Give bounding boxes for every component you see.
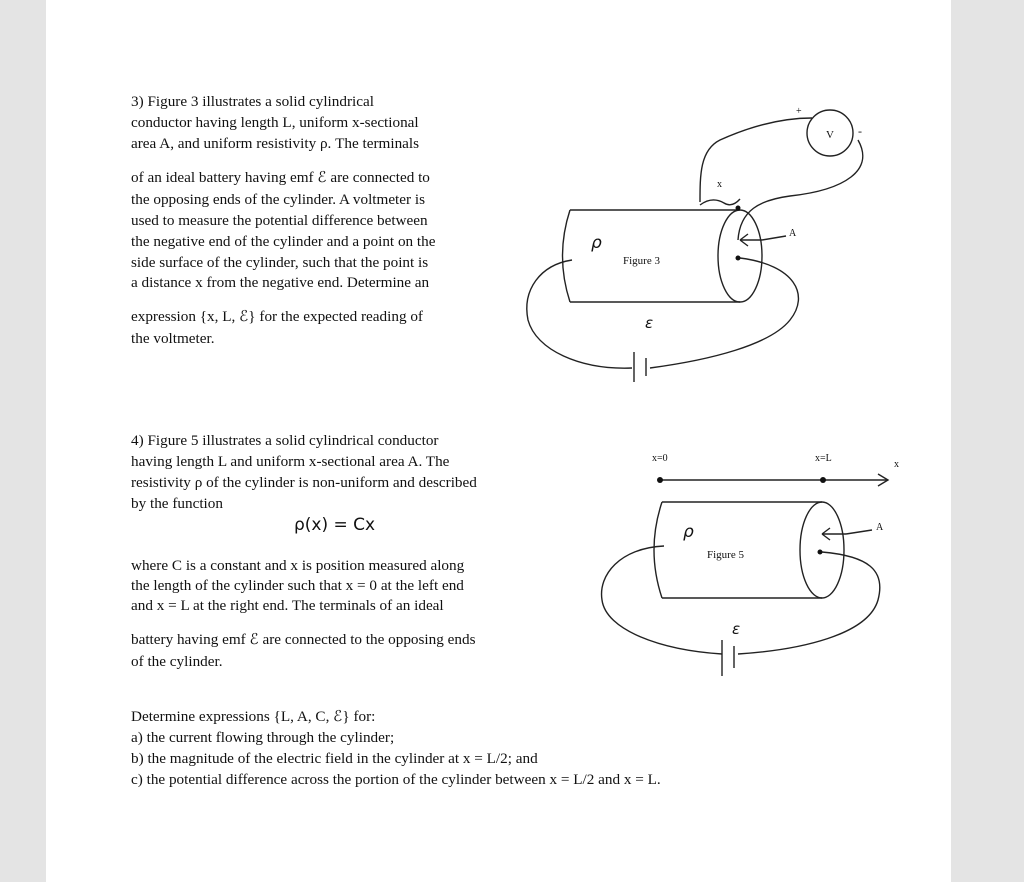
cylinder-end [800, 502, 844, 598]
p4-line: where C is a constant and x is position measured along [131, 557, 465, 574]
p3-line: the negative end of the cylinder and a point on the [131, 233, 436, 250]
a-pointer [846, 530, 872, 534]
p3-line: the voltmeter. [131, 330, 215, 347]
emf-symbol: ε [645, 314, 654, 332]
p4-line: battery having emf ℰ are connected to the opposing ends [131, 631, 476, 648]
xL-label: x=L [815, 453, 832, 464]
p3-line: a distance x from the negative end. Determine an [131, 274, 430, 291]
p4-line: and x = L at the right end. The terminals of an ideal [131, 597, 444, 614]
a-label: A [789, 228, 797, 239]
rho-symbol: ρ [591, 233, 602, 253]
contact-dot [818, 550, 823, 555]
p3-line: area A, and uniform resistivity ρ. The terminals [131, 135, 420, 152]
p4-line: 4) Figure 5 illustrates a solid cylindrical conductor [131, 432, 439, 449]
p4-line: the length of the cylinder such that x = 0 at the left end [131, 577, 464, 594]
resistivity-formula: ρ(x) = Cx [294, 515, 376, 535]
p3-line: side surface of the cylinder, such that the point is [131, 254, 429, 271]
voltmeter-label: V [826, 129, 834, 141]
figure-caption: Figure 3 [623, 255, 660, 267]
p4-line: by the function [131, 495, 223, 512]
question-line: c) the potential difference across the portion of the cylinder between x = L/2 and x = L. [131, 771, 661, 788]
x-axis-label: x [894, 459, 899, 470]
p4-line: of the cylinder. [131, 653, 223, 670]
p3-line: expression {x, L, ℰ} for the expected reading of [131, 308, 423, 325]
p3-line: 3) Figure 3 illustrates a solid cylindrical [131, 93, 374, 110]
p4-line: resistivity ρ of the cylinder is non-uniform and described [131, 474, 477, 491]
p3-line: the opposing ends of the cylinder. A voltmeter is [131, 191, 426, 208]
xL-dot [820, 477, 826, 483]
x0-label: x=0 [652, 453, 668, 464]
question-line: a) the current flowing through the cylinder; [131, 729, 395, 746]
p4-line: having length L and uniform x-sectional area A. The [131, 453, 450, 470]
x-label: x [717, 179, 722, 190]
question-line: b) the magnitude of the electric field in the cylinder at x = L/2; and [131, 750, 538, 767]
p3-line: conductor having length L, uniform x-sectional [131, 114, 419, 131]
figure-caption: Figure 5 [707, 549, 744, 561]
battery-wire [602, 546, 722, 654]
plus-sign: + [796, 106, 802, 117]
p3-line: of an ideal battery having emf ℰ are connected to [131, 169, 430, 186]
a-label: A [876, 522, 884, 533]
minus-sign: - [858, 124, 862, 138]
rho-symbol: ρ [683, 522, 694, 542]
x0-dot [657, 477, 663, 483]
battery-wire [738, 552, 880, 654]
p3-line: used to measure the potential difference between [131, 212, 428, 229]
question-line: Determine expressions {L, A, C, ℰ} for: [131, 708, 376, 725]
emf-symbol: ε [732, 620, 741, 638]
